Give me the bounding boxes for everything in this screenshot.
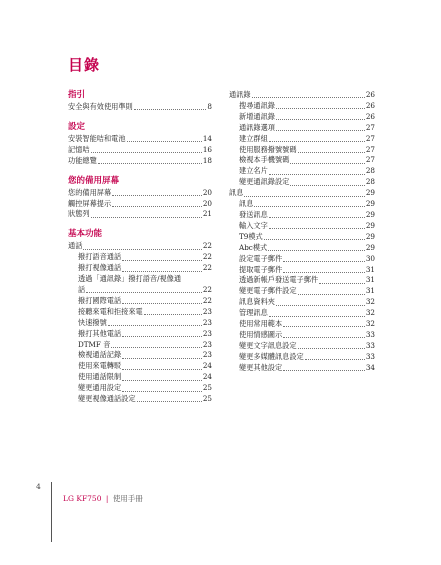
toc-entry[interactable] (229, 145, 375, 156)
toc-entry-label: 透過新帳戶發送電子郵件 (239, 275, 319, 285)
toc-leader-dots (276, 107, 365, 109)
toc-entry[interactable] (68, 241, 212, 252)
toc-entry-label: 觸控屏幕提示 (68, 198, 112, 208)
toc-entry-label: 狀態列 (68, 209, 90, 219)
toc-entry-label: 使用情感圖示 (239, 329, 283, 339)
toc-entry-label: 您的備用屏幕 (68, 187, 112, 197)
toc-entry-page: 24 (202, 361, 212, 371)
toc-entry[interactable] (229, 308, 375, 319)
toc-entry[interactable] (229, 112, 375, 123)
toc-entry-page: 25 (202, 394, 212, 404)
toc-entry-page: 29 (365, 220, 375, 230)
toc-entry-page: 22 (202, 284, 212, 294)
toc-leader-dots (122, 335, 202, 337)
toc-entry-page: 8 (207, 102, 212, 111)
toc-entry[interactable] (68, 394, 212, 405)
toc-entry[interactable] (68, 307, 212, 318)
toc-entry-label: 發送訊息 (239, 209, 268, 219)
toc-leader-dots (112, 205, 202, 207)
toc-leader-dots (269, 140, 365, 142)
toc-entry-label: 快速撥號 (78, 317, 107, 327)
toc-entry-label: 變更視像通話設定 (78, 394, 136, 404)
toc-entry[interactable] (229, 101, 375, 112)
toc-entry-page: 27 (365, 144, 375, 154)
toc-entry-label: 建立名片 (239, 166, 268, 176)
footer-separator: | (105, 494, 109, 503)
toc-section-heading: 您的備用屏幕 (68, 175, 120, 186)
toc-entry-page: 31 (365, 264, 375, 274)
toc-entry-label: 變更文字訊息設定 (239, 340, 297, 350)
toc-entry-label: 通訊錄選項 (239, 122, 275, 132)
toc-entry[interactable] (68, 156, 212, 167)
toc-entry-label: 接聽來電和拒接來電 (78, 306, 143, 316)
toc-entry[interactable] (68, 102, 212, 113)
toc-entry-page: 31 (365, 286, 375, 296)
toc-leader-dots (83, 248, 201, 250)
toc-entry-page: 33 (365, 329, 375, 339)
toc-entry[interactable] (229, 319, 375, 330)
toc-entry-page: 26 (365, 90, 375, 99)
toc-entry-page: 29 (365, 209, 375, 219)
toc-entry[interactable] (68, 285, 212, 296)
toc-entry-page: 27 (365, 133, 375, 143)
toc-entry-page: 26 (365, 111, 375, 121)
toc-entry[interactable] (68, 274, 212, 285)
toc-entry-page: 22 (202, 252, 212, 262)
footer-divider (51, 482, 52, 542)
toc-leader-dots (290, 162, 365, 164)
toc-entry[interactable] (229, 134, 375, 145)
toc-entry-label: Abc模式 (239, 242, 268, 252)
toc-entry-label: 設定電子郵件 (239, 253, 283, 263)
toc-entry-page: 34 (365, 362, 375, 372)
toc-entry[interactable] (229, 275, 375, 286)
footer-brand: LG KF750 (63, 494, 102, 503)
toc-section-heading: 基本功能 (68, 229, 103, 240)
toc-entry-page: 14 (202, 133, 212, 143)
toc-entry[interactable] (68, 329, 212, 340)
toc-leader-dots (290, 184, 365, 186)
page-title: 目錄 (68, 56, 101, 74)
toc-entry-label: 訊息 (229, 188, 244, 198)
toc-entry-label: 檢視本手機號碼 (239, 155, 290, 165)
toc-entry[interactable] (68, 145, 212, 156)
toc-leader-dots (134, 108, 207, 110)
toc-entry-page: 21 (202, 209, 212, 219)
toc-entry-label: 撥打視像通話 (78, 263, 122, 273)
toc-entry[interactable] (229, 166, 375, 177)
toc-entry[interactable] (229, 90, 375, 101)
toc-entry-label: 建立群組 (239, 133, 268, 143)
toc-leader-dots (112, 194, 202, 196)
toc-leader-dots (268, 249, 365, 251)
toc-entry[interactable] (229, 286, 375, 297)
toc-entry[interactable] (68, 188, 212, 199)
toc-entry-page: 32 (365, 297, 375, 307)
toc-entry-page: 29 (365, 188, 375, 198)
toc-entry-page: 29 (365, 242, 375, 252)
toc-entry-page: 25 (202, 383, 212, 393)
toc-entry[interactable] (229, 297, 375, 308)
toc-entry-label: 提取電子郵件 (239, 264, 283, 274)
toc-entry[interactable] (229, 199, 375, 210)
toc-leader-dots (108, 324, 202, 326)
toc-entry-label: 撥打其他電話 (78, 328, 122, 338)
toc-entry-page: 18 (202, 155, 212, 165)
toc-entry-label: 通話 (68, 241, 83, 251)
toc-leader-dots (298, 347, 365, 349)
toc-leader-dots (98, 162, 202, 164)
toc-leader-dots (276, 129, 365, 131)
toc-leader-dots (283, 260, 365, 262)
toc-entry-label: 使用常用範本 (239, 319, 283, 329)
toc-leader-dots (276, 304, 365, 306)
toc-entry-label: 使用來電轉駁 (78, 361, 122, 371)
toc-entry-label: 變更其他設定 (239, 362, 283, 372)
toc-entry[interactable] (229, 232, 375, 243)
toc-entry-label: 安裝智能咭和電池 (68, 133, 126, 143)
toc-leader-dots (137, 400, 202, 402)
toc-entry[interactable] (68, 209, 212, 220)
toc-leader-dots (122, 379, 202, 381)
toc-entry-page: 29 (365, 199, 375, 209)
toc-leader-dots (91, 151, 202, 153)
toc-entry[interactable] (68, 340, 212, 351)
toc-section-heading: 指引 (68, 90, 86, 100)
toc-entry-page: 22 (202, 263, 212, 273)
toc-leader-dots (122, 390, 202, 392)
toc-leader-dots (122, 357, 202, 359)
toc-leader-dots (264, 238, 365, 240)
toc-entry-label: 功能總覽 (68, 155, 97, 165)
toc-entry[interactable] (68, 199, 212, 210)
toc-entry-label: 搜尋通訊錄 (239, 100, 275, 110)
toc-entry[interactable] (229, 221, 375, 232)
toc-entry-page: 23 (202, 328, 212, 338)
toc-entry-page: 31 (365, 275, 375, 285)
toc-entry-page: 27 (365, 122, 375, 132)
toc-entry-page: 24 (202, 372, 212, 382)
toc-entry-label: 輸入文字 (239, 220, 268, 230)
toc-entry[interactable] (229, 177, 375, 188)
toc-leader-dots (298, 293, 365, 295)
toc-leader-dots (298, 151, 365, 153)
toc-entry-page: 22 (202, 241, 212, 251)
toc-entry-page: 26 (365, 100, 375, 110)
toc-entry-label: 安全與有效使用準則 (68, 102, 133, 111)
toc-right-column (229, 90, 375, 374)
toc-leader-dots (283, 336, 365, 338)
toc-entry-label: 記憶咭 (68, 144, 90, 154)
toc-entry[interactable] (68, 296, 212, 307)
toc-leader-dots (244, 195, 364, 197)
toc-entry-page: 30 (365, 253, 375, 263)
toc-entry-label: 話 (78, 284, 86, 294)
toc-left-column (68, 90, 212, 405)
toc-entry[interactable] (229, 352, 375, 363)
toc-entry[interactable] (68, 134, 212, 145)
toc-entry-label: 訊息 (239, 199, 254, 209)
toc-leader-dots (254, 205, 364, 207)
toc-leader-dots (111, 346, 201, 348)
toc-entry-label: 撥打國際電話 (78, 295, 122, 305)
toc-entry[interactable] (229, 123, 375, 134)
toc-entry-page: 27 (365, 155, 375, 165)
toc-leader-dots (305, 358, 365, 360)
toc-entry[interactable] (68, 318, 212, 329)
toc-leader-dots (86, 291, 202, 293)
toc-entry-page: 33 (365, 351, 375, 361)
toc-entry[interactable] (229, 155, 375, 166)
toc-entry-page: 32 (365, 319, 375, 329)
toc-entry-label: T9模式 (239, 231, 263, 241)
toc-entry[interactable] (68, 350, 212, 361)
toc-leader-dots (122, 302, 202, 304)
toc-entry-label: 變更電子郵件設定 (239, 286, 297, 296)
toc-entry[interactable] (229, 188, 375, 199)
toc-leader-dots (283, 271, 365, 273)
toc-entry-page: 28 (365, 166, 375, 176)
toc-entry[interactable] (229, 254, 375, 265)
toc-leader-dots (269, 227, 365, 229)
toc-entry[interactable] (229, 265, 375, 276)
toc-entry-label: 使用服務撥號號碼 (239, 144, 297, 154)
toc-entry-page: 20 (202, 187, 212, 197)
toc-leader-dots (269, 173, 365, 175)
toc-leader-dots (252, 96, 365, 98)
toc-entry-page: 32 (365, 308, 375, 318)
toc-entry-page: 23 (202, 306, 212, 316)
toc-entry-page: 33 (365, 340, 375, 350)
toc-leader-dots (91, 216, 202, 218)
toc-entry-page: 22 (202, 295, 212, 305)
toc-entry[interactable] (68, 372, 212, 383)
toc-section-heading: 設定 (68, 121, 86, 132)
toc-entry-label: 通訊錄 (229, 90, 251, 99)
toc-entry-label: 使用通話限制 (78, 372, 122, 382)
toc-entry-label: 管理訊息 (239, 308, 268, 318)
toc-leader-dots (144, 313, 202, 315)
toc-leader-dots (276, 118, 365, 120)
toc-entry[interactable] (229, 210, 375, 221)
toc-entry[interactable] (229, 341, 375, 352)
toc-entry-page: 23 (202, 350, 212, 360)
toc-entry-label: 變更通用設定 (78, 383, 122, 393)
toc-leader-dots (283, 369, 365, 371)
toc-entry[interactable] (68, 263, 212, 274)
toc-entry-label: 透過「通訊錄」撥打語音/視像通 (78, 274, 182, 284)
toc-leader-dots (122, 368, 202, 370)
toc-leader-dots (122, 270, 202, 272)
page-number: 4 (36, 482, 41, 491)
toc-entry-page: 20 (202, 198, 212, 208)
toc-entry-page: 23 (202, 317, 212, 327)
toc-entry-label: DTMF 音 (78, 339, 111, 349)
toc-entry[interactable] (68, 361, 212, 372)
toc-entry-page: 23 (202, 339, 212, 349)
toc-entry-label: 變更通訊錄設定 (239, 177, 290, 187)
toc-entry-page: 16 (202, 144, 212, 154)
toc-leader-dots (127, 140, 202, 142)
toc-entry-label: 撥打語音通話 (78, 252, 122, 262)
toc-leader-dots (319, 282, 365, 284)
footer-manual: 使用手冊 (112, 494, 143, 503)
toc-entry[interactable] (68, 252, 212, 263)
toc-entry-page: 29 (365, 231, 375, 241)
toc-leader-dots (269, 315, 365, 317)
toc-entry-label: 變更多媒體訊息設定 (239, 351, 304, 361)
toc-leader-dots (269, 216, 365, 218)
toc-entry[interactable] (229, 363, 375, 374)
toc-entry[interactable] (229, 243, 375, 254)
toc-entry-page: 28 (365, 177, 375, 187)
toc-leader-dots (122, 259, 202, 261)
footer-label (63, 493, 143, 504)
toc-entry[interactable] (68, 383, 212, 394)
toc-entry-label: 檢視通話記錄 (78, 350, 122, 360)
toc-leader-dots (283, 325, 365, 327)
toc-entry[interactable] (229, 330, 375, 341)
toc-entry-label: 新增通訊錄 (239, 111, 275, 121)
toc-entry-label: 訊息資料夾 (239, 297, 275, 307)
